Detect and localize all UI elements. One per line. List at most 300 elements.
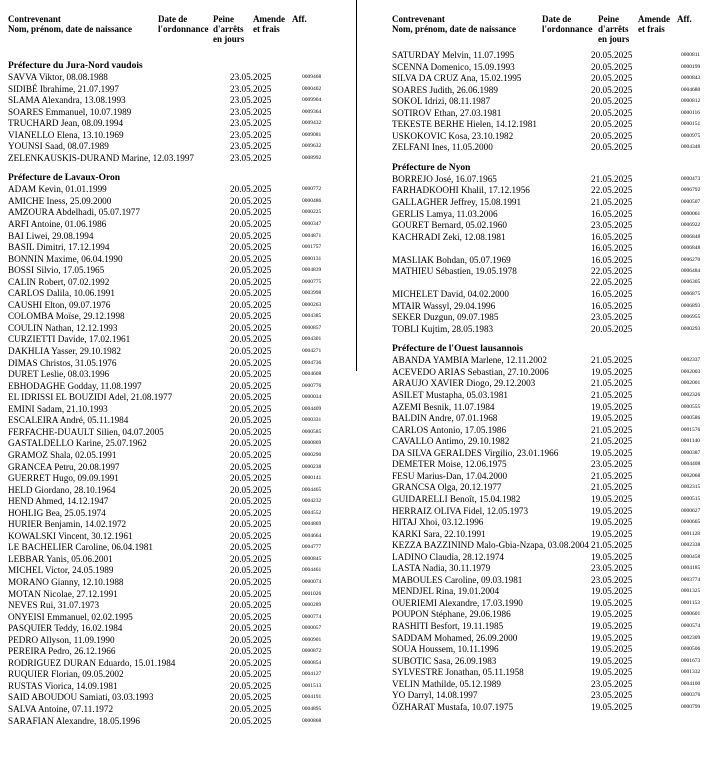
- table-row: [8, 242, 354, 254]
- offender-name: MASLIAK Bohdan, 05.07.1969: [392, 254, 511, 265]
- table-row: [8, 323, 354, 335]
- case-number: 0000293: [681, 325, 701, 332]
- table-row: [8, 153, 354, 165]
- case-number: 0000290: [302, 451, 322, 458]
- offender-name: MICHELET David, 04.02.2000: [392, 289, 509, 300]
- offender-name: ARAUJO XAVIER Diogo, 29.12.2003: [392, 378, 536, 389]
- case-number: 0000473: [681, 175, 701, 182]
- order-date: 23.05.2025: [591, 312, 633, 323]
- offender-name: DIMAS Christos, 31.05.1976: [8, 357, 117, 368]
- table-row: [8, 565, 354, 577]
- order-date: 23.05.2025: [591, 459, 633, 470]
- table-row: [8, 196, 354, 208]
- order-date: 19.05.2025: [591, 528, 633, 539]
- order-date: 19.05.2025: [591, 366, 633, 377]
- table-row: [8, 300, 354, 312]
- offender-name: CALIN Robert, 07.02.1992: [8, 276, 110, 287]
- order-date: 19.05.2025: [591, 632, 633, 643]
- case-number: 0004871: [302, 232, 322, 239]
- case-number: 0009364: [302, 108, 322, 115]
- case-number: 0002309: [681, 634, 701, 641]
- case-number: 0004777: [302, 544, 322, 551]
- column-divider: [356, 0, 357, 371]
- order-date: 20.05.2025: [230, 565, 272, 576]
- offender-name: DEMETER Moise, 12.06.1975: [392, 459, 507, 470]
- case-number: 0006893: [681, 302, 701, 309]
- offender-name: MENDJEL Rina, 19.01.2004: [392, 586, 500, 597]
- table-row: [8, 658, 354, 670]
- header-contrevenant: Contrevenant Nom, prénom, date de naissance: [8, 14, 132, 34]
- case-number: 0004664: [302, 532, 322, 539]
- case-number: 0004385: [302, 313, 322, 320]
- order-date: 19.05.2025: [591, 551, 633, 562]
- case-number: 0000486: [302, 197, 322, 204]
- order-date: 20.05.2025: [230, 473, 272, 484]
- offender-name: TRUCHARD Jean, 08.09.1994: [8, 118, 124, 129]
- offender-name: SOTIROV Ethan, 27.03.1981: [392, 107, 502, 118]
- table-row: [392, 390, 708, 402]
- section-rows: [8, 184, 354, 727]
- table-row: [8, 277, 354, 289]
- table-row: [392, 633, 708, 645]
- case-number: 0001513: [302, 682, 322, 689]
- case-number: 0004839: [302, 267, 322, 274]
- case-number: 0000665: [681, 519, 701, 526]
- offender-name: GUERRET Hugo, 09.09.1991: [8, 473, 119, 484]
- order-date: 23.05.2025: [230, 83, 272, 94]
- case-number: 0006875: [681, 291, 701, 298]
- order-date: 20.05.2025: [230, 588, 272, 599]
- case-number: 0001673: [681, 657, 701, 664]
- order-date: 21.05.2025: [591, 482, 633, 493]
- offender-name: ACEVEDO ARIAS Sebastian, 27.10.2006: [392, 366, 549, 377]
- case-number: 0000225: [302, 209, 322, 216]
- offender-name: SILVA DA CRUZ Ana, 15.02.1995: [392, 73, 522, 84]
- table-row: [8, 381, 354, 393]
- order-date: 20.05.2025: [591, 96, 633, 107]
- case-number: 0000034: [302, 394, 322, 401]
- table-row: [392, 255, 708, 267]
- case-number: 0000263: [302, 301, 322, 308]
- order-date: 19.05.2025: [591, 413, 633, 424]
- order-date: 19.05.2025: [591, 401, 633, 412]
- table-row: [8, 334, 354, 346]
- offender-name: AZEMI Besnik, 11.07.1984: [392, 401, 495, 412]
- case-number: 0000458: [681, 553, 701, 560]
- offender-name: AMICHE Iness, 25.09.2000: [8, 195, 112, 206]
- offender-name: USKOKOVIC Kosa, 23.10.1982: [392, 130, 514, 141]
- table-row: [392, 471, 708, 483]
- order-date: 20.05.2025: [230, 276, 272, 287]
- table-row: [392, 232, 708, 255]
- case-number: 0000843: [681, 75, 701, 82]
- case-number: 0001576: [681, 426, 701, 433]
- table-row: [8, 184, 354, 196]
- table-row: [8, 219, 354, 231]
- table-row: [392, 621, 708, 633]
- table-row: [8, 554, 354, 566]
- table-row: [392, 312, 708, 324]
- offender-name: FESU Marius-Dan, 17.04.2000: [392, 470, 508, 481]
- table-row: [8, 496, 354, 508]
- case-number: 0002068: [681, 472, 701, 479]
- order-date: 22.05.2025: [591, 185, 633, 196]
- table-row: [392, 142, 708, 154]
- case-number: 0001128: [681, 530, 701, 537]
- order-date: 22.05.2025: [591, 266, 633, 277]
- case-number: 0001325: [681, 588, 701, 595]
- order-date: 20.05.2025: [230, 669, 272, 680]
- case-number: 0006848: [681, 233, 701, 240]
- section-rows: [392, 50, 708, 154]
- offender-name: MATHIEU Sébastien, 19.05.1978: [392, 266, 517, 277]
- offender-name: LASTA Nadia, 30.11.1979: [392, 563, 491, 574]
- table-row: [392, 108, 708, 120]
- order-date: 20.05.2025: [230, 530, 272, 541]
- offender-name: COLOMBA Moïse, 29.12.1998: [8, 311, 125, 322]
- offender-name: CARLOS Dalila, 10.06.1991: [8, 288, 115, 299]
- case-number: 0004608: [302, 371, 322, 378]
- table-row: [392, 174, 708, 186]
- table-row: [392, 494, 708, 506]
- case-number: 0004869: [302, 521, 322, 528]
- offender-name: TEKESTE BERHE Hielen, 14.12.1981: [392, 119, 537, 130]
- order-date: 21.05.2025: [591, 355, 633, 366]
- order-date: 19.05.2025: [591, 597, 633, 608]
- case-number: 0006848: [681, 244, 701, 251]
- table-row: [392, 540, 708, 552]
- table-row: [392, 301, 708, 313]
- right-column: [392, 0, 708, 713]
- case-number: 0000131: [302, 255, 322, 262]
- table-row: [392, 62, 708, 74]
- case-number: 0000331: [302, 417, 322, 424]
- case-number: 0002337: [681, 357, 701, 364]
- order-date: 20.05.2025: [230, 415, 272, 426]
- case-number: 0004185: [681, 565, 701, 572]
- case-number: 0000506: [681, 646, 701, 653]
- offender-name: ONYEISI Emmanuel, 02.02.1995: [8, 611, 133, 622]
- table-row: [8, 358, 354, 370]
- header-contrevenant: Contrevenant Nom, prénom, date de naissance: [392, 14, 516, 34]
- offender-name: FERFACHE-DUAULT Silien, 04.07.2005: [8, 426, 164, 437]
- offender-name: SLAMA Alexandra, 13.08.1993: [8, 95, 126, 106]
- case-number: 0000289: [302, 602, 322, 609]
- case-number: 0009432: [302, 120, 322, 127]
- order-date: 20.05.2025: [230, 542, 272, 553]
- case-number: 0000601: [681, 611, 701, 618]
- table-row: [392, 482, 708, 494]
- order-date: 20.05.2025: [230, 403, 272, 414]
- order-date: 20.05.2025: [230, 484, 272, 495]
- case-number: 0000774: [302, 613, 322, 620]
- order-date: 20.05.2025: [230, 680, 272, 691]
- case-number: 0000074: [302, 578, 322, 585]
- order-date: 20.05.2025: [230, 369, 272, 380]
- order-date: 19.05.2025: [591, 517, 633, 528]
- table-row: [8, 254, 354, 266]
- order-date: 20.05.2025: [591, 323, 633, 334]
- case-number: 0002001: [681, 380, 701, 387]
- case-number: 0000116: [681, 109, 701, 116]
- table-row: [392, 436, 708, 448]
- order-date: 23.05.2025: [230, 95, 272, 106]
- order-date: 21.05.2025: [591, 390, 633, 401]
- table-row: [8, 646, 354, 658]
- table-row: [8, 542, 354, 554]
- offender-name: SAVVA Viktor, 08.08.1988: [8, 72, 108, 82]
- offender-name: SOKOL Idrizi, 08.11.1987: [392, 96, 491, 107]
- case-number: 0000574: [681, 622, 701, 629]
- order-date: 23.05.2025: [591, 563, 633, 574]
- case-number: 0009632: [302, 143, 322, 150]
- offender-name: KACHRADI Zeki, 12.08.1981: [392, 231, 506, 242]
- table-row: [392, 119, 708, 131]
- table-row: [392, 598, 708, 610]
- offender-name: MORANO Gianny, 12.10.1988: [8, 576, 124, 587]
- table-row: [392, 197, 708, 209]
- sections-list: [392, 50, 708, 713]
- table-row: [392, 459, 708, 471]
- order-date: 19.05.2025: [591, 667, 633, 678]
- order-date: 20.05.2025: [230, 207, 272, 218]
- case-number: 0000347: [302, 221, 322, 228]
- table-row: [392, 575, 708, 587]
- case-number: 0006270: [681, 256, 701, 263]
- order-date: 20.05.2025: [230, 611, 272, 622]
- offender-name: OUERIEMI Alexandre, 17.03.1990: [392, 597, 523, 608]
- order-date: 20.05.2025: [230, 311, 272, 322]
- offender-name: VIANELLO Elena, 13.10.1969: [8, 129, 124, 140]
- order-date: 23.05.2025: [230, 72, 272, 82]
- offender-name: HOHLIG Bea, 25.05.1974: [8, 507, 106, 518]
- order-date: 23.05.2025: [230, 129, 272, 140]
- offender-name: EBHODAGHE Godday, 11.08.1997: [8, 380, 142, 391]
- case-number: 0000975: [681, 132, 701, 139]
- case-number: 0002003: [681, 368, 701, 375]
- table-row: [8, 473, 354, 485]
- offender-name: SYLVESTRE Jonathan, 05.11.1958: [392, 667, 524, 678]
- offender-name: POUPON Stéphane, 29.06.1986: [392, 609, 511, 620]
- table-row: [392, 324, 708, 336]
- table-row: [8, 311, 354, 323]
- case-number: 0002326: [681, 392, 701, 399]
- table-row: [8, 438, 354, 450]
- table-row: [392, 73, 708, 85]
- order-date: 20.05.2025: [230, 646, 272, 657]
- table-row: [8, 704, 354, 716]
- order-date: 20.05.2025: [230, 657, 272, 668]
- offender-name: SOUA Houssem, 10.11.1996: [392, 644, 499, 655]
- order-date: 20.05.2025: [591, 119, 633, 130]
- case-number: 0001026: [302, 590, 322, 597]
- case-number: 0004680: [681, 86, 701, 93]
- offender-name: ASILET Mustapha, 05.03.1981: [392, 390, 508, 401]
- order-date: 20.05.2025: [230, 392, 272, 403]
- table-row: [8, 485, 354, 497]
- offender-name: KEZZA BAZZININD Malo-Gbia-Nzapa, 03.08.2004: [392, 540, 589, 551]
- offender-name: BAI Liwei, 29.08.1994: [8, 230, 94, 241]
- offender-name: RUQUIER Florian, 09.05.2002: [8, 669, 124, 680]
- offender-name: PEDRO Allyson, 11.09.1990: [8, 634, 115, 645]
- order-date: 20.05.2025: [230, 265, 272, 276]
- offender-name: YOUNSI Saad, 08.07.1989: [8, 141, 109, 152]
- table-row: [8, 531, 354, 543]
- table-row: [8, 692, 354, 704]
- offender-name: NEVES Rui, 31.07.1973: [8, 600, 100, 611]
- order-date: 20.05.2025: [230, 634, 272, 645]
- header-date-ordonnance: Date de l'ordonnance: [158, 14, 209, 34]
- case-number: 0000376: [681, 692, 701, 699]
- offender-name: HELD Giordano, 28.10.1964: [8, 484, 116, 495]
- offender-name: BASIL Dimitri, 17.12.1994: [8, 242, 110, 253]
- table-header: [8, 0, 354, 50]
- order-date: 23.05.2025: [230, 141, 272, 152]
- order-date: 20.05.2025: [230, 380, 272, 391]
- table-row: [392, 506, 708, 518]
- order-date: 20.05.2025: [591, 50, 633, 60]
- order-date: 20.05.2025: [230, 242, 272, 253]
- order-date: 21.05.2025: [591, 540, 633, 551]
- order-date: 20.05.2025: [230, 703, 272, 714]
- offender-name: VELIN Mathilde, 05.12.1989: [392, 678, 501, 689]
- order-date: 19.05.2025: [591, 586, 633, 597]
- order-date: 21.05.2025: [591, 470, 633, 481]
- offender-name: COULIN Nathan, 12.12.1993: [8, 322, 118, 333]
- order-date: 20.05.2025: [230, 322, 272, 333]
- offender-name: EMINI Sadam, 21.10.1993: [8, 403, 108, 414]
- offender-name: SEKER Duzgun, 09.07.1985: [392, 312, 499, 323]
- section-rows: [392, 355, 708, 713]
- order-date: 20.05.2025: [591, 130, 633, 141]
- offender-name: FARHADKOOHI Khalil, 17.12.1956: [392, 185, 530, 196]
- order-date: 20.05.2025: [591, 61, 633, 72]
- offender-name: KARKI Sara, 22.10.1991: [392, 528, 486, 539]
- offender-name: RUSTAS Viorica, 14.09.1981: [8, 680, 118, 691]
- table-row: [392, 667, 708, 679]
- table-row: [392, 378, 708, 390]
- table-row: [8, 462, 354, 474]
- order-date: 21.05.2025: [591, 378, 633, 389]
- offender-name: GASTALDELLO Karine, 25.07.1962: [8, 438, 147, 449]
- table-row: [392, 517, 708, 529]
- offender-name: CURZIETTI Davide, 17.02.1961: [8, 334, 131, 345]
- order-date: 20.05.2025: [230, 438, 272, 449]
- order-date: 20.05.2025: [230, 715, 272, 726]
- table-row: [8, 623, 354, 635]
- table-row: [392, 220, 708, 232]
- case-number: 0001757: [302, 244, 322, 251]
- order-date: 16.05.2025: [591, 242, 633, 253]
- header-peine: Peine d'arrêts en jours: [598, 14, 630, 44]
- offender-name: DA SILVA GERALDES Virgilio, 23.01.1966: [392, 447, 559, 458]
- order-date: 20.05.2025: [230, 449, 272, 460]
- case-number: 0000845: [302, 555, 322, 562]
- table-row: [8, 415, 354, 427]
- offender-name: ABANDA YAMBIA Marlene, 12.11.2002: [392, 355, 547, 366]
- offender-name: YO Darryl, 14.08.1997: [392, 690, 478, 701]
- order-date: 20.05.2025: [230, 461, 272, 472]
- case-number: 0000402: [302, 85, 322, 92]
- offender-name: LE BACHELIER Caroline, 06.04.1981: [8, 542, 153, 553]
- case-number: 0004271: [302, 348, 322, 355]
- table-row: [392, 690, 708, 702]
- table-row: [392, 644, 708, 656]
- offender-name: ZELENKAUSKIS-DURAND Marine, 12.03.1997: [8, 152, 195, 163]
- order-date: 20.05.2025: [591, 142, 633, 153]
- offender-name: GUIDARELLI Benoît, 15.04.1982: [392, 493, 521, 504]
- table-row: [8, 519, 354, 531]
- table-row: [8, 207, 354, 219]
- case-number: 0003998: [302, 290, 322, 297]
- table-row: [392, 702, 708, 714]
- table-row: [8, 635, 354, 647]
- case-number: 0000515: [681, 495, 701, 502]
- offender-name: HURIER Benjamin, 14.02.1972: [8, 519, 127, 530]
- case-number: 0004409: [302, 405, 322, 412]
- order-date: 19.05.2025: [591, 644, 633, 655]
- order-date: 20.05.2025: [591, 73, 633, 84]
- offender-name: ESCALEIRA André, 05.11.1984: [8, 415, 129, 426]
- case-number: 0000857: [302, 324, 322, 331]
- table-row: [8, 72, 354, 84]
- case-number: 0000627: [681, 507, 701, 514]
- offender-name: CARLOS Antonio, 17.05.1986: [392, 424, 507, 435]
- table-row: [8, 265, 354, 277]
- order-date: 19.05.2025: [591, 655, 633, 666]
- offender-name: CAVALLO Antimo, 29.10.1982: [392, 436, 510, 447]
- offender-name: BORREJO José, 16.07.1965: [392, 173, 497, 184]
- offender-name: MTAIR Wassyl, 29.04.1996: [392, 300, 496, 311]
- offender-name: GOURET Bernard, 05.02.1960: [392, 220, 507, 231]
- offender-name: ÖZHARAT Mustafa, 10.07.1975: [392, 701, 514, 712]
- header-aff: Aff.: [677, 14, 692, 24]
- order-date: 19.05.2025: [591, 493, 633, 504]
- table-row: [392, 85, 708, 97]
- table-row: [8, 346, 354, 358]
- order-date: 23.05.2025: [591, 220, 633, 231]
- offender-name: BALDIN Andre, 07.01.1968: [392, 413, 498, 424]
- table-row: [8, 107, 354, 119]
- order-date: 19.05.2025: [591, 609, 633, 620]
- order-date: 20.05.2025: [230, 299, 272, 310]
- offender-name: RASHITI Besfort, 19.11.1985: [392, 620, 504, 631]
- table-row: [8, 612, 354, 624]
- offender-name: GRANCEA Petru, 20.08.1997: [8, 461, 120, 472]
- order-date: 19.05.2025: [591, 701, 633, 712]
- case-number: 0004895: [302, 705, 322, 712]
- case-number: 0000238: [302, 463, 322, 470]
- table-row: [8, 392, 354, 404]
- table-row: [392, 209, 708, 221]
- order-date: 20.05.2025: [230, 195, 272, 206]
- table-row: [8, 716, 354, 728]
- offender-name: SATURDAY Melvin, 11.07.1995: [392, 50, 515, 60]
- table-row: [8, 288, 354, 300]
- table-row: [8, 141, 354, 153]
- order-date: 23.05.2025: [591, 690, 633, 701]
- case-number: 0001153: [681, 599, 701, 606]
- case-number: 0000141: [302, 475, 322, 482]
- case-number: 0004127: [302, 671, 322, 678]
- offender-name: SALVA Antoine, 07.11.1972: [8, 703, 114, 714]
- case-number: 0000555: [681, 403, 701, 410]
- header-peine: Peine d'arrêts en jours: [213, 14, 245, 44]
- order-date: 20.05.2025: [230, 507, 272, 518]
- case-number: 0000868: [302, 717, 322, 724]
- offender-name: SAID ABOUDOU Samiati, 03.03.1993: [8, 692, 154, 703]
- case-number: 0009468: [302, 74, 322, 80]
